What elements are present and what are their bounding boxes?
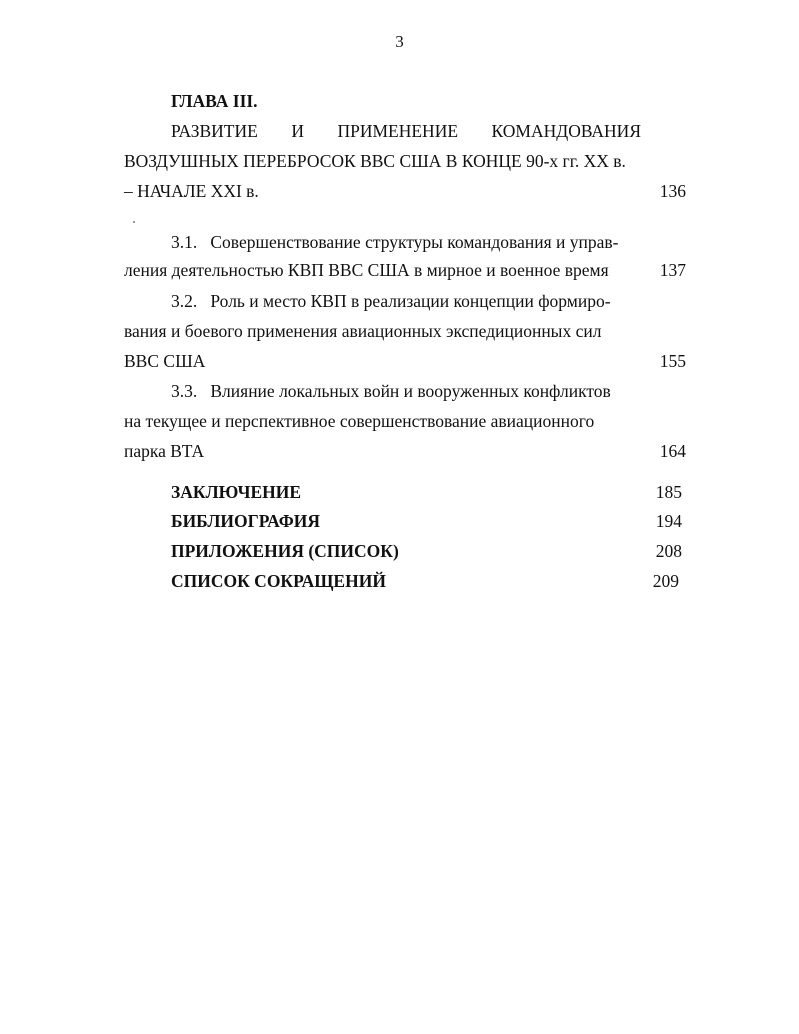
back-matter-appendices: ПРИЛОЖЕНИЯ (СПИСОК) <box>171 541 399 561</box>
back-matter-bibliography-page: 194 <box>655 511 682 531</box>
chapter-heading: ГЛАВА III. <box>171 91 258 111</box>
back-matter-appendices-page: 208 <box>655 541 682 561</box>
back-matter-conclusion: ЗАКЛЮЧЕНИЕ <box>171 482 302 502</box>
section-3-1-page-number: 137 <box>659 260 686 280</box>
section-3-2-page-number: 155 <box>659 351 686 371</box>
chapter-title-line-3: – НАЧАЛЕ XXI в. <box>124 181 259 201</box>
chapter-title-line-2: ВОЗДУШНЫХ ПЕРЕБРОСОК ВВС США В КОНЦЕ 90-х гг. XX в. <box>124 151 626 171</box>
back-matter-abbreviations: СПИСОК СОКРАЩЕНИЙ <box>171 571 386 591</box>
back-matter-abbreviations-page: 209 <box>652 571 679 591</box>
section-3-3-page-number: 164 <box>659 441 686 461</box>
scan-speck <box>133 221 135 223</box>
back-matter-conclusion-page: 185 <box>655 482 682 502</box>
section-3-3-line-3: парка ВТА <box>124 441 205 461</box>
page-number: 3 <box>395 32 404 51</box>
chapter-title-word: И <box>291 121 304 141</box>
section-3-1-line-1: 3.1. Совершенствование структуры командования и управ- <box>171 232 619 252</box>
chapter-title-line-1 <box>171 120 641 142</box>
section-3-3-line-1: 3.3. Влияние локальных войн и вооруженных конфликтов <box>171 381 611 401</box>
back-matter-bibliography: БИБЛИОГРАФИЯ <box>171 511 320 531</box>
section-3-2-line-2: вания и боевого применения авиационных экспедиционных сил <box>124 321 602 341</box>
section-3-2-line-1: 3.2. Роль и место КВП в реализации концепции формиро- <box>171 291 611 311</box>
chapter-title-word: ПРИМЕНЕНИЕ <box>337 121 459 141</box>
chapter-page-number: 136 <box>659 181 686 201</box>
section-3-3-line-2: на текущее и перспективное совершенствование авиационного <box>124 411 595 431</box>
section-3-2-line-3: ВВС США <box>124 351 206 371</box>
section-3-1-line-2: ления деятельностью КВП ВВС США в мирное и военное время <box>124 260 609 280</box>
chapter-title-word: КОМАНДОВАНИЯ <box>491 121 641 141</box>
chapter-title-word: РАЗВИТИЕ <box>171 121 258 141</box>
